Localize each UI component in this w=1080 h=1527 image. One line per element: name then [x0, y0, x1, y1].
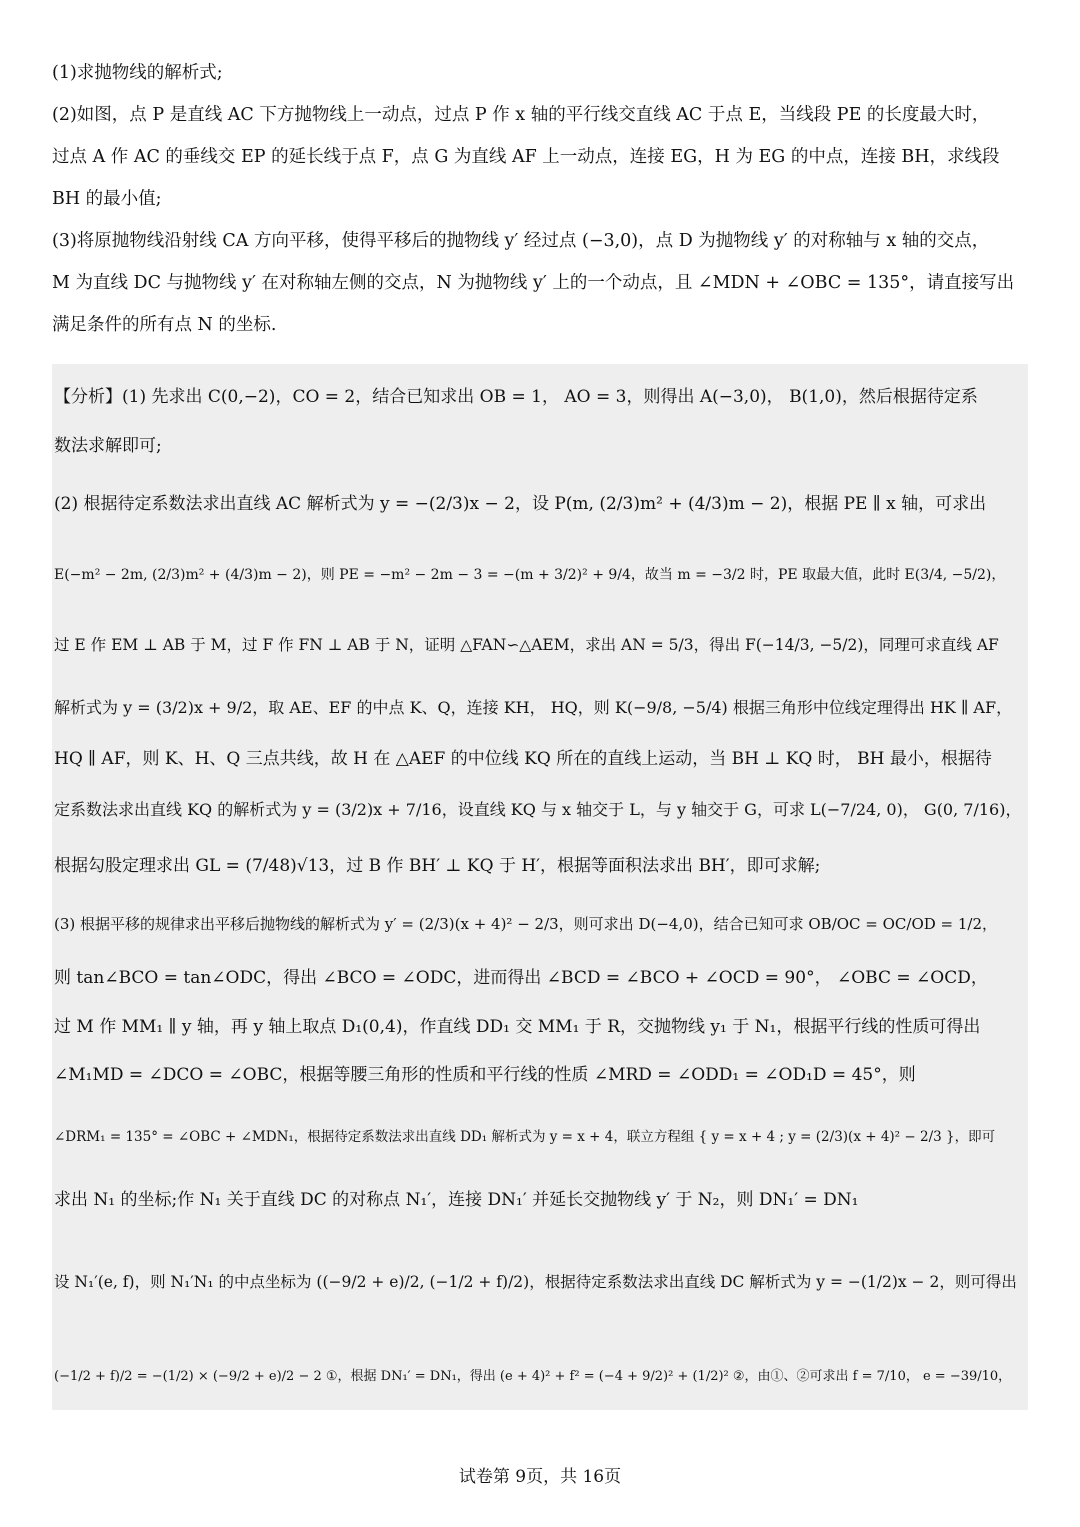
analysis-line: 解析式为 y = (3/2)x + 9/2，取 AE、EF 的中点 K、Q，连接 KH， HQ，则 K(−9/8, −5/4) 根据三角形中位线定理得出 HK ∥ AF，	[54, 698, 1013, 717]
question-line: BH 的最小值;	[52, 189, 162, 209]
analysis-line: 【分析】(1) 先求出 C(0,−2)，CO = 2，结合已知求出 OB = 1， AO = 3，则得出 A(−3,0)， B(1,0)，然后根据待定系	[54, 387, 978, 407]
analysis-line: ∠DRM₁ = 135° = ∠OBC + ∠MDN₁，根据待定系数法求出直线 DD₁ 解析式为 y = x + 4，联立方程组 { y = x + 4 ; y = (2/3)(x + 4)² − 2/3 }，即可	[54, 1129, 996, 1145]
analysis-line: 数法求解即可;	[54, 436, 162, 456]
analysis-line: 过 E 作 EM ⊥ AB 于 M，过 F 作 FN ⊥ AB 于 N，证明 △FAN∽△AEM，求出 AN = 5/3，得出 F(−14/3, −5/2)，同理可求直线 AF	[54, 636, 999, 654]
question-line: 满足条件的所有点 N 的坐标.	[52, 315, 277, 335]
question-line: (1)求抛物线的解析式;	[52, 63, 223, 83]
analysis-line: HQ ∥ AF，则 K、H、Q 三点共线，故 H 在 △AEF 的中位线 KQ 所在的直线上运动，当 BH ⊥ KQ 时， BH 最小，根据待	[54, 749, 992, 769]
question-block	[52, 52, 1032, 346]
analysis-line: (2) 根据待定系数法求出直线 AC 解析式为 y = −(2/3)x − 2，设 P(m, (2/3)m² + (4/3)m − 2)，根据 PE ∥ x 轴，可求出	[54, 494, 987, 514]
page-footer: 试卷第 9页，共 16页	[458, 1467, 622, 1487]
analysis-line: 则 tan∠BCO = tan∠ODC，得出 ∠BCO = ∠ODC，进而得出 ∠BCD = ∠BCO + ∠OCD = 90°， ∠OBC = ∠OCD，	[54, 968, 988, 988]
analysis-line: (−1/2 + f)/2 = −(1/2) × (−9/2 + e)/2 − 2 ①，根据 DN₁′ = DN₁，得出 (e + 4)² + f² = (−4 + 9/2)² + (1/2)² ②，由①、②可求出 f = 7/10， e = −39/10，	[54, 1369, 1012, 1384]
question-line: (2)如图，点 P 是直线 AC 下方抛物线上一动点，过点 P 作 x 轴的平行线交直线 AC 于点 E，当线段 PE 的长度最大时，	[52, 105, 990, 125]
analysis-line: 过 M 作 MM₁ ∥ y 轴，再 y 轴上取点 D₁(0,4)，作直线 DD₁ 交 MM₁ 于 R，交抛物线 y₁ 于 N₁，根据平行线的性质可得出	[54, 1017, 981, 1037]
analysis-line: E(−m² − 2m, (2/3)m² + (4/3)m − 2)，则 PE = −m² − 2m − 3 = −(m + 3/2)² + 9/4，故当 m = −3/2 时，PE 取最大值，此时 E(3/4, −5/2)，	[54, 567, 1006, 583]
analysis-line: 根据勾股定理求出 GL = (7/48)√13，过 B 作 BH′ ⊥ KQ 于 H′，根据等面积法求出 BH′，即可求解;	[54, 856, 821, 876]
analysis-line: ∠M₁MD = ∠DCO = ∠OBC，根据等腰三角形的性质和平行线的性质 ∠MRD = ∠ODD₁ = ∠OD₁D = 45°，则	[54, 1065, 916, 1085]
analysis-line: 定系数法求出直线 KQ 的解析式为 y = (3/2)x + 7/16，设直线 KQ 与 x 轴交于 L，与 y 轴交于 G，可求 L(−7/24, 0)， G(0, 7/16)，	[54, 800, 1022, 819]
question-line: 过点 A 作 AC 的垂线交 EP 的延长线于点 F，点 G 为直线 AF 上一动点，连接 EG，H 为 EG 的中点，连接 BH，求线段	[52, 147, 1000, 167]
question-line: (3)将原抛物线沿射线 CA 方向平移，使得平移后的抛物线 y′ 经过点 (−3,0)，点 D 为抛物线 y′ 的对称轴与 x 轴的交点，	[52, 231, 990, 251]
question-line: M 为直线 DC 与抛物线 y′ 在对称轴左侧的交点，N 为抛物线 y′ 上的一个动点，且 ∠MDN + ∠OBC = 135°，请直接写出	[52, 273, 1015, 293]
analysis-line: 求出 N₁ 的坐标;作 N₁ 关于直线 DC 的对称点 N₁′，连接 DN₁′ 并延长交抛物线 y′ 于 N₂，则 DN₁′ = DN₁	[54, 1190, 859, 1210]
analysis-line: 设 N₁′(e, f)，则 N₁′N₁ 的中点坐标为 ((−9/2 + e)/2, (−1/2 + f)/2)，根据待定系数法求出直线 DC 解析式为 y = −(1/2)x − 2，则可得出	[54, 1273, 1017, 1291]
analysis-block	[52, 364, 1028, 1410]
analysis-line: (3) 根据平移的规律求出平移后抛物线的解析式为 y′ = (2/3)(x + 4)² − 2/3，则可求出 D(−4,0)，结合已知可求 OB/OC = OC/OD = 1/2，	[54, 915, 998, 933]
